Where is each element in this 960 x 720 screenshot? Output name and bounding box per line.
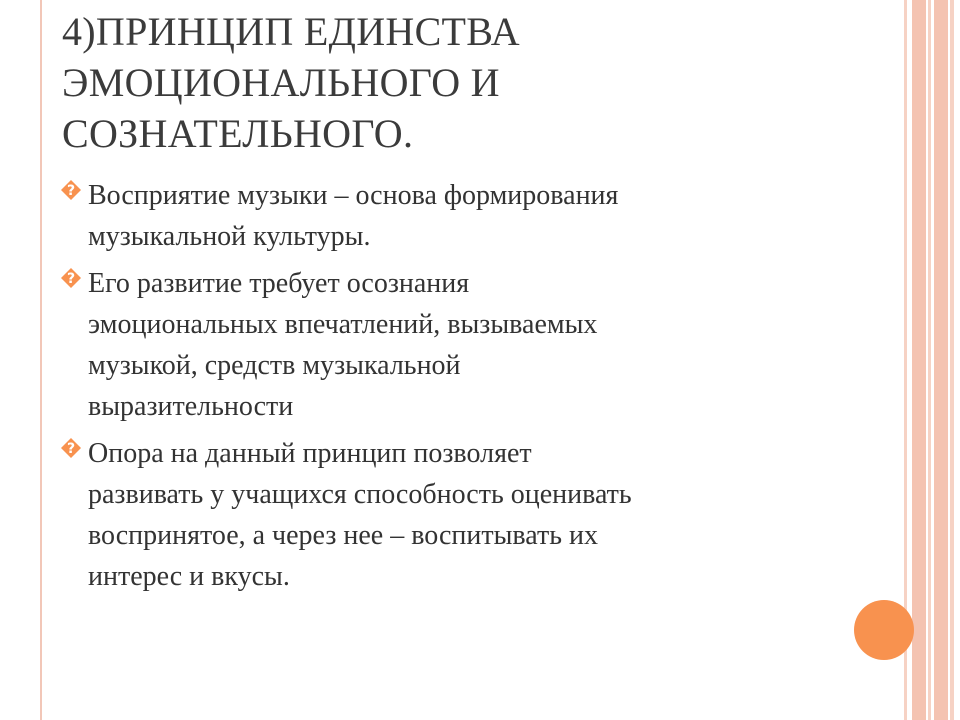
svg-text:?: ? xyxy=(66,183,76,199)
decorative-circle xyxy=(854,600,914,660)
right-decor-stripe xyxy=(934,0,948,720)
bullet-text: Опора на данный принцип позволяет развивать у учащихся способность оценивать воспринятое, а через нее – воспитывать их интерес и вкусы. xyxy=(88,438,632,592)
slide-title xyxy=(62,6,882,159)
svg-text:?: ? xyxy=(66,271,76,287)
right-decor-stripe xyxy=(950,0,954,720)
right-decor-stripe xyxy=(928,0,931,720)
orange-diamond-question-icon xyxy=(60,437,82,459)
slide-title-line: ЭМОЦИОНАЛЬНОГО И xyxy=(62,60,500,105)
left-decor-line xyxy=(40,0,42,720)
bullet-text: Его развитие требует осознания эмоциональных впечатлений, вызываемых музыкой, средств музыкальной выразительности xyxy=(88,268,598,422)
bullet-item xyxy=(62,175,862,257)
bullet-text: Восприятие музыки – основа формирования музыкальной культуры. xyxy=(88,180,619,252)
bullet-list xyxy=(62,175,862,603)
slide-title-line: СОЗНАТЕЛЬНОГО. xyxy=(62,111,414,156)
orange-diamond-question-icon xyxy=(60,267,82,289)
right-decor-stripe xyxy=(912,0,926,720)
bullet-item xyxy=(62,433,862,597)
bullet-item xyxy=(62,263,862,427)
slide-title-line: 4)ПРИНЦИП ЕДИНСТВА xyxy=(62,9,520,54)
svg-text:?: ? xyxy=(66,441,76,457)
orange-diamond-question-icon xyxy=(60,179,82,201)
